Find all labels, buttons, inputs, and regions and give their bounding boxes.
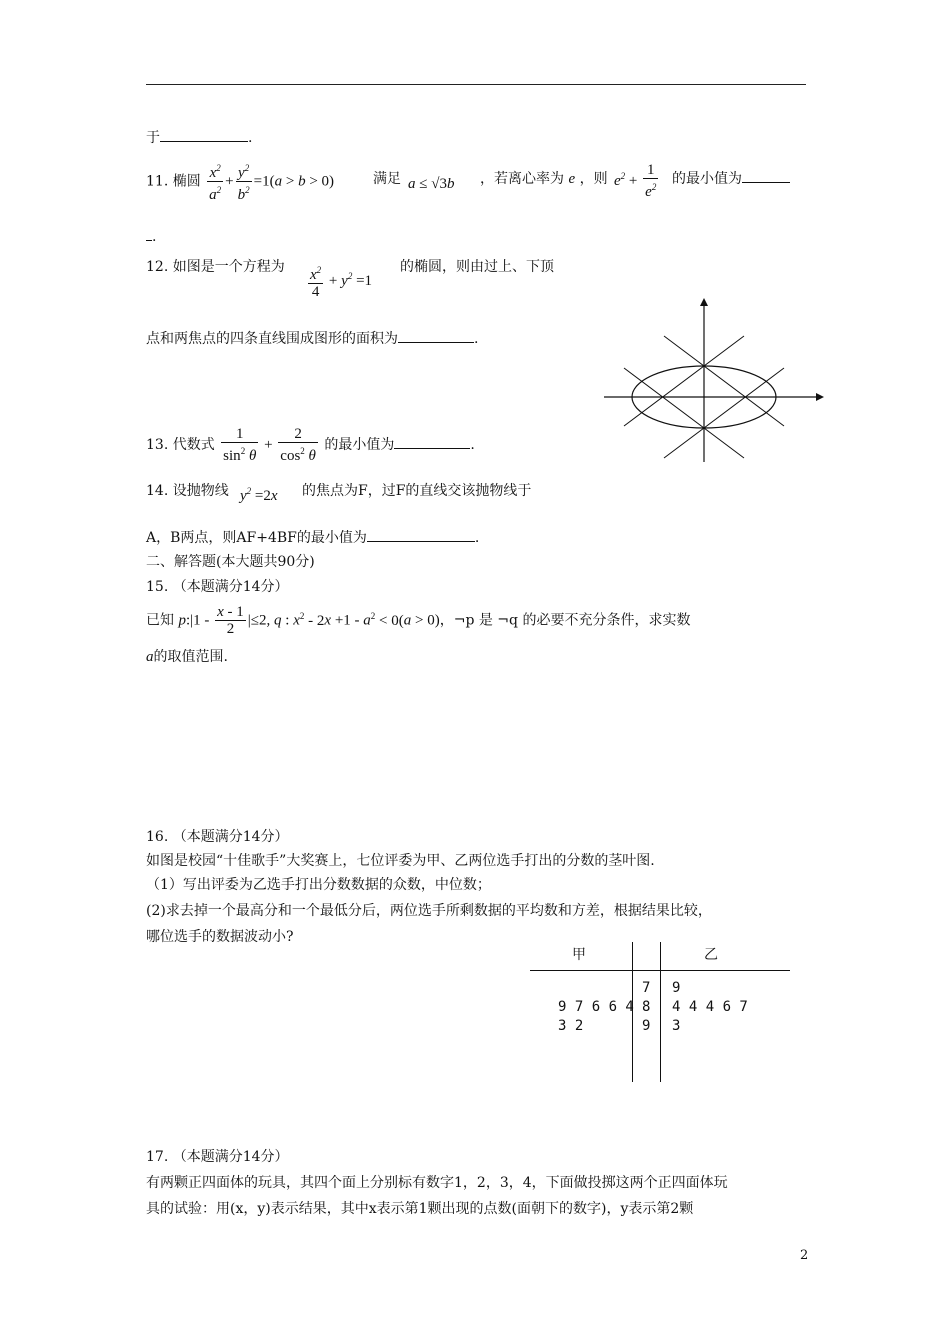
stem-divider-right [660,942,661,1082]
stem-leaf-plot [530,942,792,1084]
q13-term-1: $\frac{1}{\sin^2 \theta}$ [223,426,257,464]
q12-equation: $\frac{x^2}{4}$ + $y^2 =1$ [310,265,373,300]
q16-intro-text: 如图是校园“十佳歌手”大奖赛上，七位评委为甲、乙两位选手打出的分数的茎叶图. [146,853,655,869]
q13-answer-blank[interactable] [394,436,470,449]
stem-row-7-right: 9 [672,980,681,996]
q12-after [400,256,554,276]
q11-answer-blank[interactable] [742,170,790,183]
q16-header [146,826,289,846]
q15-header [146,576,289,596]
q14-number: 14. 设抛物线 [146,483,229,499]
stem-row-8-stem: 8 [642,999,651,1015]
header-rule [146,84,806,85]
q17-line2 [146,1198,693,1218]
q10-tail [146,127,252,147]
q11-number: 11. 椭圆 [146,173,201,190]
q15-body: 已知 p:|1 - $\frac{x - 1}{2}$ |≤2, q : $x^2 - 2x +1 - a^2 < 0(a > 0)$，¬p 是 ¬q 的必要不充分条件，求实数 [146,604,691,637]
q11-formula-cond: =1(a > b > 0) [253,173,335,190]
q11-e-symbol: e [568,171,576,187]
q11-formula-x2a2: $\frac{x^2}{a^2}$ [209,163,222,203]
q17-line1 [146,1172,728,1192]
question-12 [146,256,285,276]
q11-ask-text: 的最小值为 [672,171,742,187]
question-11: 11. 椭圆 $\frac{x^2}{a^2}$ + $\frac{y^2}{b^2}$ =1(a > b > 0) [146,160,334,203]
question-13: 13. 代数式 $\frac{1}{\sin^2 \theta}$ + $\frac{2}{\cos^2 \theta}$ 的最小值为 . [146,426,475,464]
q11-satisfy-text: 满足 [373,171,401,187]
q10-end-text: . [248,130,253,146]
y-axis-arrow [700,298,708,306]
stem-row-8-left: 9 7 6 6 4 [558,999,634,1015]
section-2-text: 二、解答题(本大题共90分) [146,554,315,570]
stem-row-9-left: 3 2 [558,1018,584,1034]
stem-row-7-stem: 7 [642,980,651,996]
q13-number: 13. 代数式 [146,437,215,453]
ellipse-figure [600,296,824,466]
q15-intro-text: 已知 [146,612,174,629]
q16-header-text: 16. （本题满分14分） [146,829,289,845]
q10-lead-text: 于 [146,130,160,146]
q12-end-text: . [474,331,479,347]
section-2-title [146,551,315,571]
q12-answer-blank[interactable] [398,330,474,343]
q14-answer-blank[interactable] [367,529,475,542]
q16-part2b [146,926,294,946]
q15-a-symbol: a [146,649,154,665]
q16-part2 [146,900,712,920]
q14-end-text: . [474,530,480,546]
q12-after-text: 的椭圆，则由过上、下顶 [400,259,554,275]
q14-line2 [146,527,479,547]
q15-line2 [146,646,228,666]
q12-number: 12. 如图是一个方程为 [146,259,285,275]
page-number: 2 [800,1248,809,1263]
q14-line2-text: A，B两点，则AF+4BF的最小值为 [146,530,367,546]
q15-mid-text: ，¬p 是 ¬q 的必要不充分条件，求实数 [439,612,691,629]
q11-satisfy [373,168,401,188]
q13-end-text: . [470,437,475,453]
q14-after-text: 的焦点为F，过F的直线交该抛物线于 [302,483,532,499]
q17-header [146,1146,289,1166]
q11-then-text: ，则 [579,171,608,187]
q11-condition-formula: a ≤ √3b [408,176,455,192]
q16-part1-text: （1）写出评委为乙选手打出分数数据的众数，中位数； [146,877,491,893]
stem-header-rule [530,970,790,971]
q11-ask [672,168,790,188]
x-axis-arrow [816,393,824,401]
q11-expression: $e^2$ + $\frac{1}{e^2}$ [614,162,657,200]
q11-middle-text: ，若离心率为 [480,171,564,187]
q12-line2-text: 点和两焦点的四条直线围成图形的面积为 [146,331,398,347]
stem-row-9-right: 3 [672,1018,681,1034]
q16-intro [146,850,655,870]
stem-row-8-right: 4 4 4 6 7 [672,999,748,1015]
q17-line2-text: 具的试验：用(x，y)表示结果，其中x表示第1颗出现的点数(面朝下的数字)，y表示第2颗 [146,1201,694,1217]
question-14 [146,480,229,500]
q14-equation: $y^2 =2x$ [240,486,278,504]
q10-answer-blank[interactable] [160,129,248,142]
q16-part2-text: (2)求去掉一个最高分和一个最低分后，两位选手所剩数据的平均数和方差，根据结果比较， [146,903,712,919]
q11-tail-text: . [152,229,157,245]
q16-part1 [146,874,491,894]
q11-formula-y2b2: $\frac{y^2}{b^2}$ [237,163,250,203]
q11-middle [480,168,608,188]
q12-line2 [146,328,478,348]
stem-right-header: 乙 [704,947,718,963]
q17-line1-text: 有两颗正四面体的玩具，其四个面上分别标有数字1，2，3，4，下面做投掷这两个正四面体玩 [146,1175,728,1191]
q15-header-text: 15. （本题满分14分） [146,579,289,595]
q13-ask-text: 的最小值为 [324,437,395,453]
q15-line2-text: 的取值范围. [153,649,228,665]
q11-tail [146,228,156,245]
q15-fraction: $\frac{x - 1}{2}$ [217,604,244,637]
q16-part2b-text: 哪位选手的数据波动小? [146,929,294,945]
q13-term-2: $\frac{2}{\cos^2 \theta}$ [280,426,316,464]
stem-row-9-stem: 9 [642,1018,651,1034]
q17-header-text: 17. （本题满分14分） [146,1149,289,1165]
stem-left-header: 甲 [572,947,586,963]
q14-after [302,480,531,500]
